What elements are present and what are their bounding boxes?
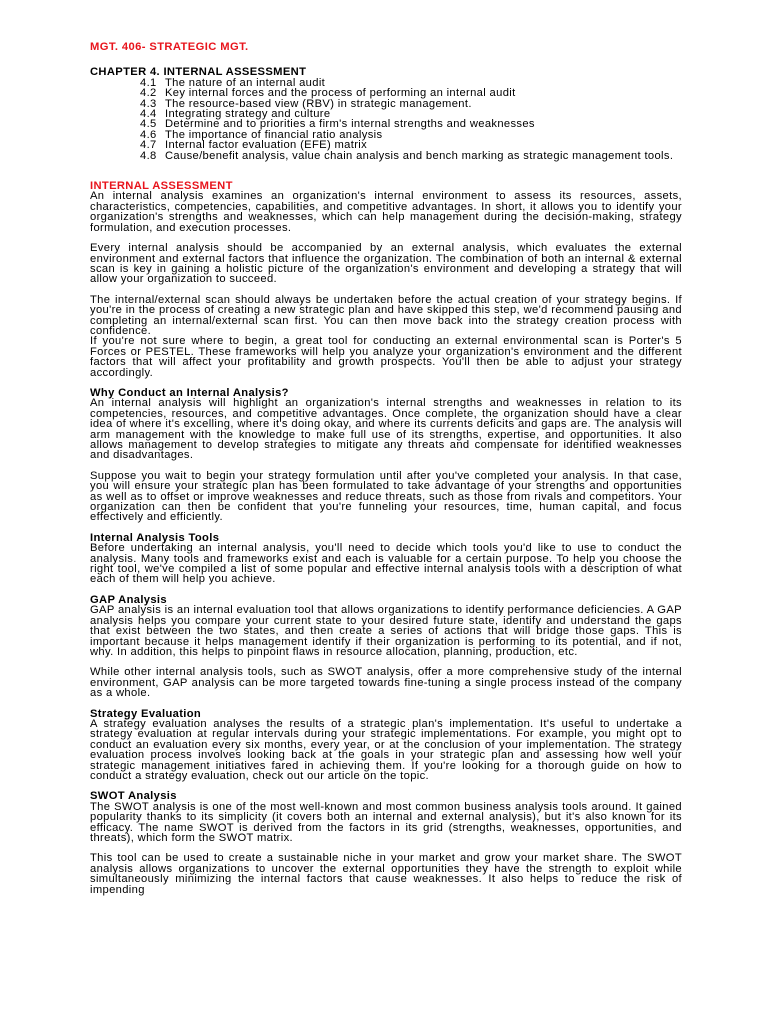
outline-text: The nature of an internal audit	[165, 76, 326, 89]
outline-number: 4.4	[140, 108, 157, 121]
outline-text: Cause/benefit analysis, value chain analysis and bench marking as strategic management tools.	[165, 149, 674, 162]
outline-number: 4.8	[140, 149, 157, 162]
chapter-title: CHAPTER 4. INTERNAL ASSESSMENT	[90, 66, 307, 79]
paragraph: The SWOT analysis is one of the most well-known and most common business analysis tools around. It gained popularity thanks to its simplicity (it covers both an internal and external analysis), but it's also known for its efficacy. The name SWOT is derived from the factors in its grid (strengths, weaknesses, opportunities, and threats), which form the SWOT matrix.	[90, 800, 682, 844]
paragraph: Suppose you wait to begin your strategy formulation until after you've completed your analysis. In that case, you will ensure your strategic plan has been formulated to take advantage of your strengths and opportunities as well as to offset or improve weaknesses and reduce threats, such as those from rivals and competitors. Your organization can then be confident that you're funneling your resources, time, human capital, and focus effectively and efficiently.	[90, 469, 682, 524]
strategy-evaluation-section	[90, 709, 682, 782]
outline-number: 4.6	[140, 128, 157, 141]
course-title: MGT. 406- STRATEGIC MGT.	[90, 41, 249, 53]
outline-number: 4.1	[140, 76, 157, 89]
outline-number: 4.5	[140, 118, 157, 131]
subheading: Internal Analysis Tools	[90, 531, 220, 544]
paragraph: A strategy evaluation analyses the results of a strategic plan's implementation. It's useful to undertake a strategy evaluation at regular intervals during your strategic implementations. For example, you might opt to conduct an evaluation every six months, every year, or at the conclusion of your implementation. The strategy evaluation process involves looking back at the goals in your strategic plan and assessing how well your strategic management initiatives fared in achieving them. If you're looking for a thorough guide on how to conduct a strategy evaluation, check out our article on the topic.	[90, 717, 682, 782]
subheading: Why Conduct an Internal Analysis?	[90, 386, 289, 399]
outline-text: Integrating strategy and culture	[165, 108, 331, 121]
why-conduct-section	[90, 388, 682, 523]
outline-text: Determine and to priorities a firm's internal strengths and weaknesses	[165, 118, 535, 131]
outline-text: The resource-based view (RBV) in strategic management.	[165, 97, 472, 110]
tools-section	[90, 533, 682, 585]
outline-text: The importance of financial ratio analysis	[165, 128, 383, 141]
outline-text: Internal factor evaluation (EFE) matrix	[165, 139, 368, 152]
subheading: Strategy Evaluation	[90, 707, 202, 720]
paragraph: The internal/external scan should always be undertaken before the actual creation of your strategy begins. If you're in the process of creating a new strategic plan and have skipped this step, we'd recommend pausing and completing an internal/external scan first. You can then move back into the strategy creation process with confidence.	[90, 293, 682, 337]
paragraph: If you're not sure where to begin, a great tool for conducting an external environmental scan is Porter's 5 Forces or PESTEL. These frameworks will help you analyze your organization's environment and the different factors that will affect your profitability and growth prospects. You'll then be able to adjust your strategy accordingly.	[90, 335, 682, 379]
outline-number: 4.2	[140, 87, 157, 100]
internal-assessment-section	[90, 181, 682, 378]
subheading: GAP Analysis	[90, 593, 167, 606]
paragraph: Before undertaking an internal analysis, you'll need to decide which tools you'd like to use to conduct the analysis. Many tools and frameworks exist and each is valuable for a certain purpose. To help you choose the right tool, we've compiled a list of some popular and effective internal analysis tools with a description of what each of them will help you achieve.	[90, 542, 682, 586]
chapter-outline	[140, 78, 682, 161]
gap-analysis-section	[90, 595, 682, 699]
outline-number: 4.7	[140, 139, 157, 152]
swot-analysis-section	[90, 791, 682, 895]
outline-text: Key internal forces and the process of performing an internal audit	[165, 87, 516, 100]
paragraph: An internal analysis will highlight an organization's internal strengths and weaknesses in relation to its competencies, resources, and competitive advantages. Once complete, the organization should have a clear idea of where it's excelling, where it's doing okay, and where its currents deficits and gaps are. The analysis will arm management with the knowledge to make full use of its strengths, expertise, and opportunities. It also allows management to develop strategies to mitigate any threats and compensate for identified weaknesses and disadvantages.	[90, 397, 682, 462]
outline-item	[140, 151, 682, 161]
paragraph: While other internal analysis tools, such as SWOT analysis, offer a more comprehensive study of the internal environment, GAP analysis can be more targeted towards fine-tuning a single process instead of the company as a whole.	[90, 666, 682, 700]
paragraph: This tool can be used to create a sustainable niche in your market and grow your market share. The SWOT analysis allows organizations to uncover the external opportunities they have the strength to exploit while simultaneously minimizing the internal factors that cause weaknesses. It also helps to reduce the risk of impending	[90, 852, 682, 896]
paragraph: GAP analysis is an internal evaluation tool that allows organizations to identify performance deficiencies. A GAP analysis helps you compare your current state to your desired future state, identify and understand the gaps that exist between the two states, and then create a series of actions that will bridge those gaps. This is important because it helps management identify if their organization is performing to its potential, and if not, why. In addition, this helps to pinpoint flaws in resource allocation, planning, production, etc.	[90, 604, 682, 658]
section-title: INTERNAL ASSESSMENT	[90, 180, 233, 193]
paragraph: Every internal analysis should be accompanied by an external analysis, which evaluates the external environment and external factors that influence the organization. The combination of both an internal & external scan is key in gaining a holistic picture of the organization's environment and developing a strategy that will allow your organization to succeed.	[90, 242, 682, 286]
subheading: SWOT Analysis	[90, 790, 177, 803]
outline-number: 4.3	[140, 97, 157, 110]
paragraph: An internal analysis examines an organization's internal environment to assess its resources, assets, characteristics, competencies, capabilities, and competitive advantages. In short, it allows you to identify your organization's strengths and weaknesses, which can help management during the decision-making, strategy formulation, and execution processes.	[90, 190, 682, 234]
